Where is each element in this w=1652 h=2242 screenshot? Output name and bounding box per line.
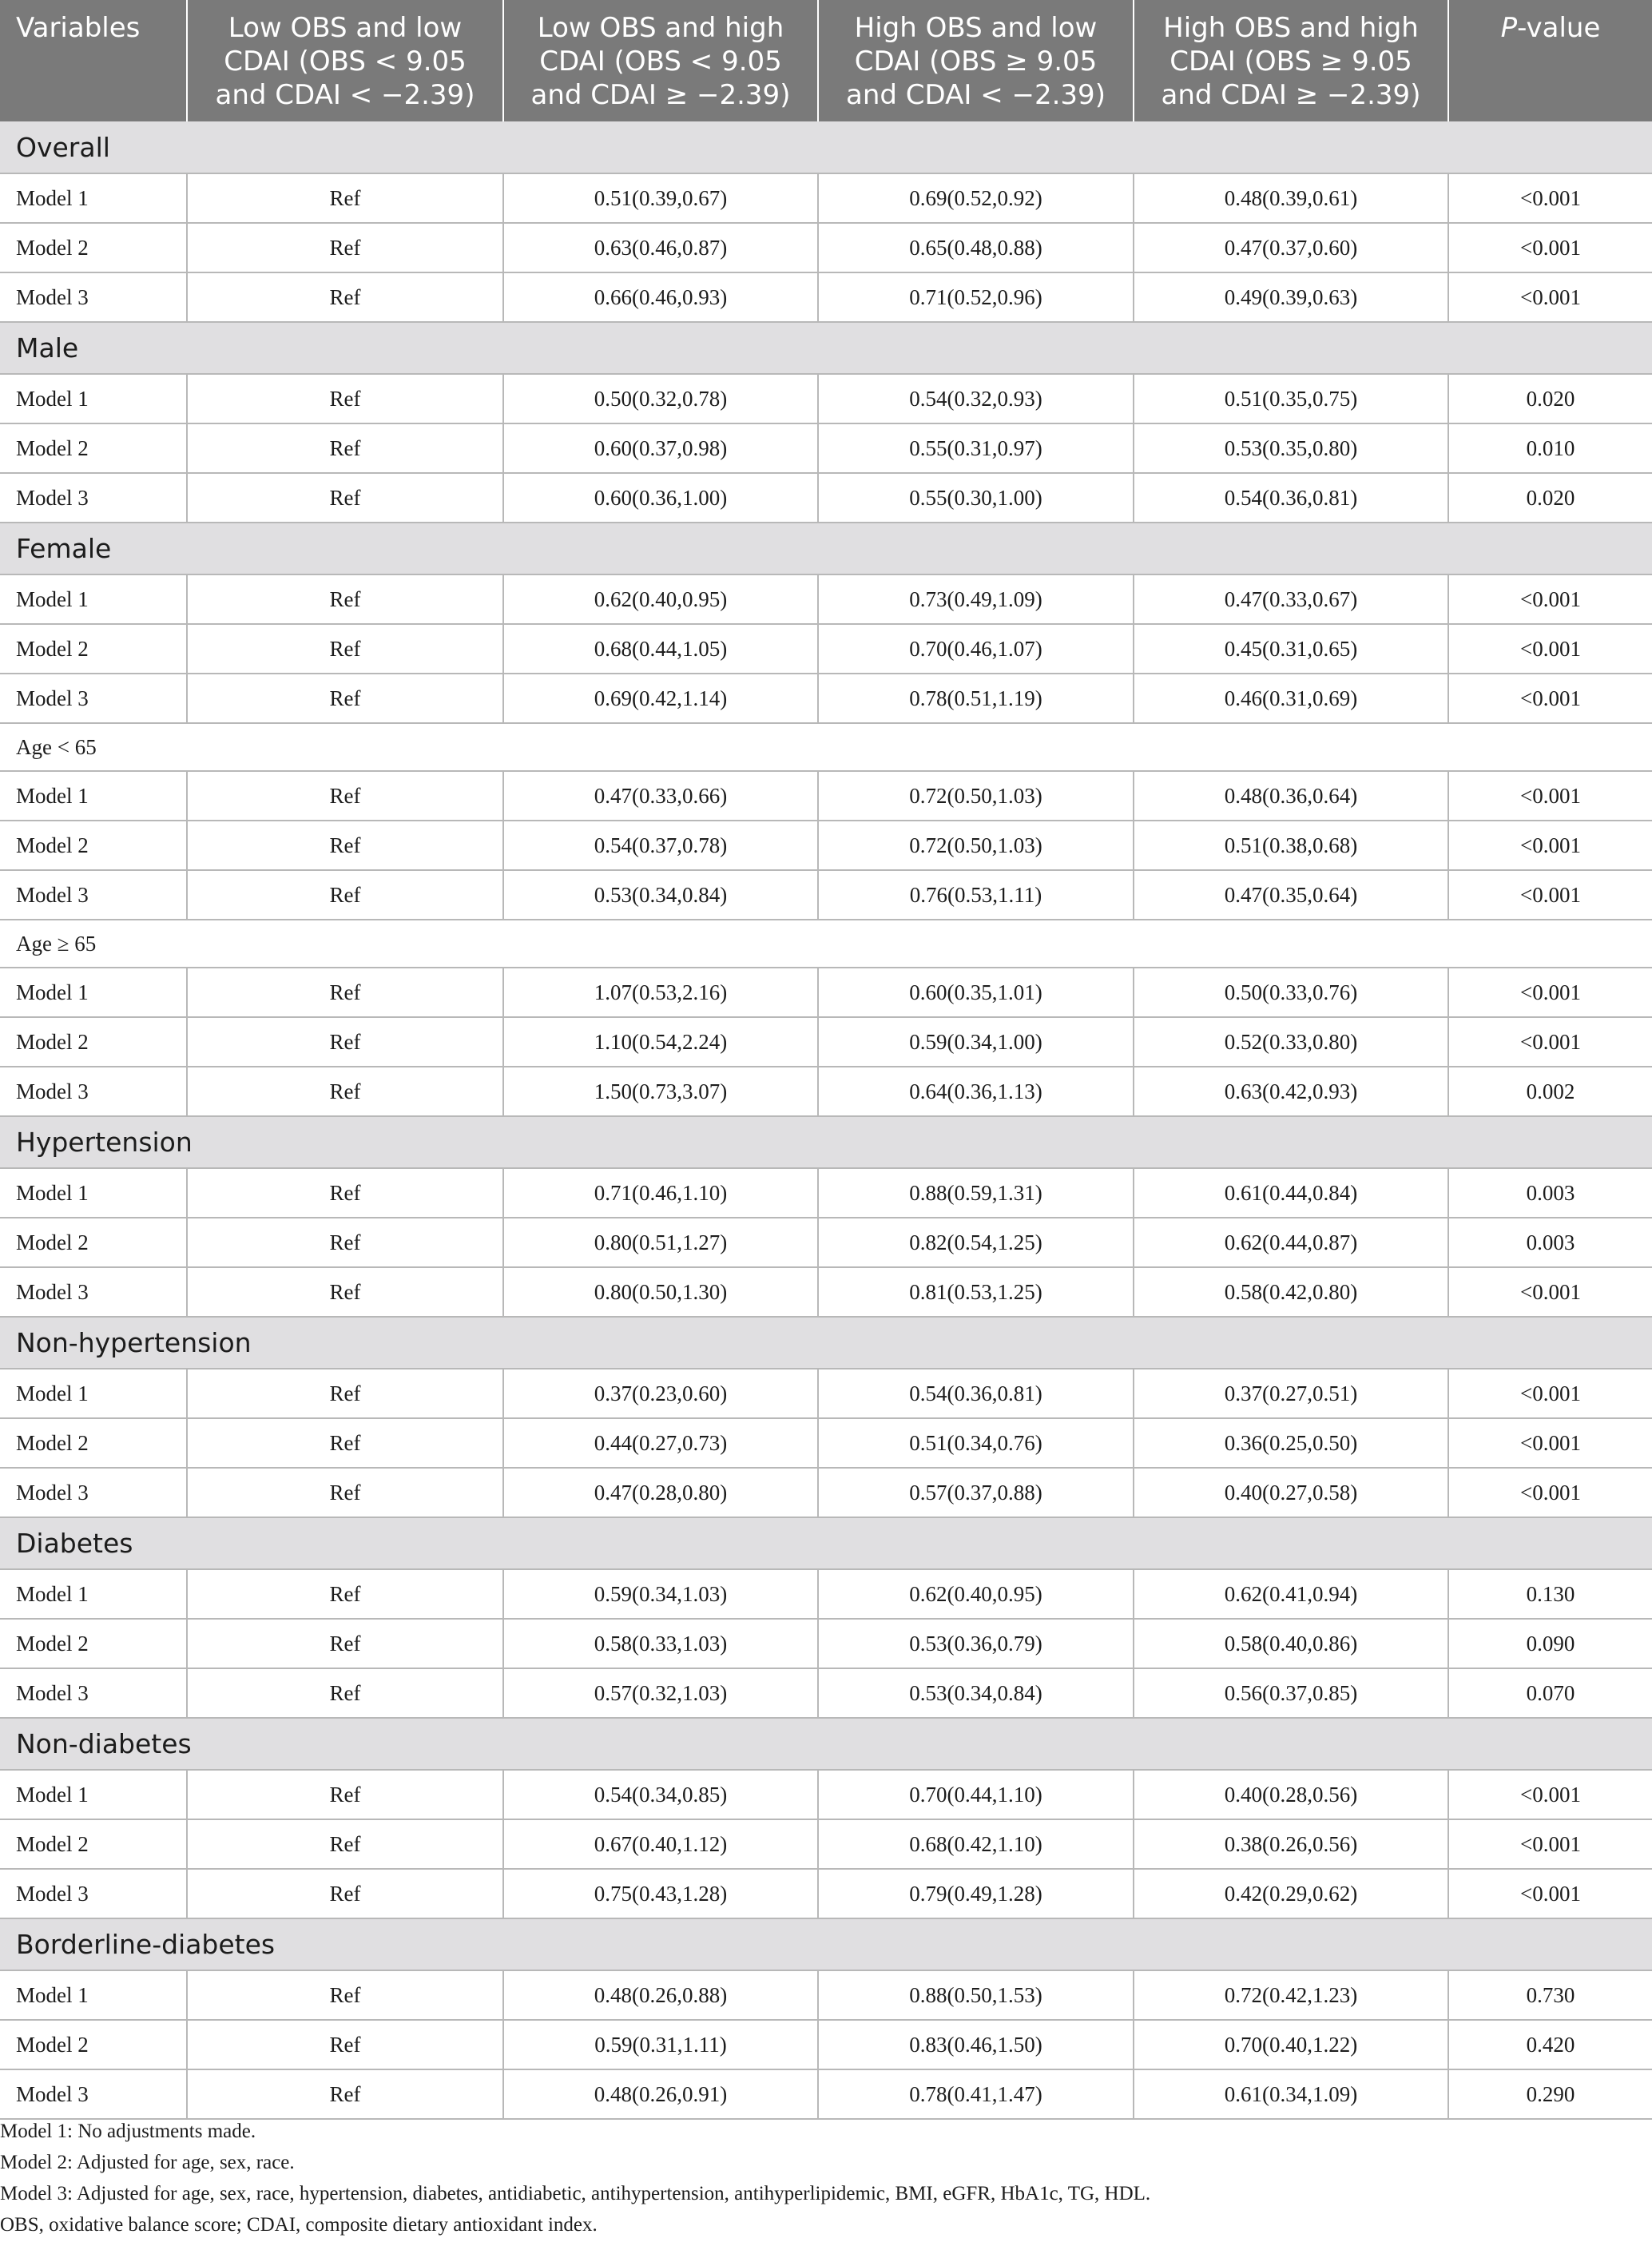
group-header-row xyxy=(0,1517,1652,1569)
p-value-cell: <0.001 xyxy=(1448,1819,1652,1869)
high-obs-high-cdai-cell: 0.52(0.33,0.80) xyxy=(1134,1017,1448,1067)
footnote-model-3: Model 3: Adjusted for age, sex, race, hypertension, diabetes, antidiabetic, antihypertension, antihyperlipidemic, BMI, eGFR, HbA1c, TG, HDL. xyxy=(0,2183,1151,2204)
low-obs-high-cdai-cell: 0.53(0.34,0.84) xyxy=(503,870,818,920)
reference-cell: Ref xyxy=(187,1770,503,1819)
low-obs-high-cdai-cell: 0.58(0.33,1.03) xyxy=(503,1619,818,1668)
reference-cell: Ref xyxy=(187,1168,503,1218)
low-obs-high-cdai-cell: 0.47(0.33,0.66) xyxy=(503,771,818,821)
high-obs-high-cdai-cell: 0.47(0.37,0.60) xyxy=(1134,223,1448,272)
low-obs-high-cdai-cell: 0.47(0.28,0.80) xyxy=(503,1468,818,1517)
high-obs-high-cdai-cell: 0.45(0.31,0.65) xyxy=(1134,624,1448,674)
reference-cell: Ref xyxy=(187,1468,503,1517)
model-cell: Model 1 xyxy=(0,374,187,423)
p-value-cell: 0.420 xyxy=(1448,2020,1652,2069)
reference-cell: Ref xyxy=(187,821,503,870)
table-body xyxy=(0,121,1652,2119)
low-obs-high-cdai-cell: 0.66(0.46,0.93) xyxy=(503,272,818,322)
low-obs-high-cdai-cell: 0.75(0.43,1.28) xyxy=(503,1869,818,1918)
p-value-cell: 0.020 xyxy=(1448,473,1652,523)
model-cell: Model 2 xyxy=(0,1418,187,1468)
high-obs-high-cdai-cell: 0.58(0.42,0.80) xyxy=(1134,1267,1448,1317)
high-obs-low-cdai-cell: 0.55(0.30,1.00) xyxy=(818,473,1134,523)
reference-cell: Ref xyxy=(187,272,503,322)
table-row xyxy=(0,1418,1652,1468)
group-header-row xyxy=(0,1116,1652,1168)
reference-cell: Ref xyxy=(187,624,503,674)
high-obs-low-cdai-cell: 0.54(0.36,0.81) xyxy=(818,1369,1134,1418)
high-obs-low-cdai-cell: 0.57(0.37,0.88) xyxy=(818,1468,1134,1517)
high-obs-high-cdai-cell: 0.48(0.39,0.61) xyxy=(1134,173,1448,223)
model-cell: Model 1 xyxy=(0,1569,187,1619)
model-cell: Model 3 xyxy=(0,674,187,723)
table-row xyxy=(0,1619,1652,1668)
model-cell: Model 1 xyxy=(0,1970,187,2020)
reference-cell: Ref xyxy=(187,423,503,473)
reference-cell: Ref xyxy=(187,223,503,272)
model-cell: Model 1 xyxy=(0,771,187,821)
high-obs-low-cdai-cell: 0.88(0.59,1.31) xyxy=(818,1168,1134,1218)
low-obs-high-cdai-cell: 0.51(0.39,0.67) xyxy=(503,173,818,223)
high-obs-high-cdai-cell: 0.47(0.33,0.67) xyxy=(1134,574,1448,624)
group-label: Age < 65 xyxy=(0,723,1652,771)
high-obs-low-cdai-cell: 0.69(0.52,0.92) xyxy=(818,173,1134,223)
low-obs-high-cdai-cell: 0.57(0.32,1.03) xyxy=(503,1668,818,1718)
high-obs-low-cdai-cell: 0.73(0.49,1.09) xyxy=(818,574,1134,624)
low-obs-high-cdai-cell: 1.10(0.54,2.24) xyxy=(503,1017,818,1067)
high-obs-high-cdai-cell: 0.38(0.26,0.56) xyxy=(1134,1819,1448,1869)
p-value-cell: <0.001 xyxy=(1448,674,1652,723)
model-cell: Model 3 xyxy=(0,1468,187,1517)
p-value-cell: <0.001 xyxy=(1448,223,1652,272)
high-obs-low-cdai-cell: 0.82(0.54,1.25) xyxy=(818,1218,1134,1267)
high-obs-high-cdai-cell: 0.47(0.35,0.64) xyxy=(1134,870,1448,920)
low-obs-high-cdai-cell: 0.60(0.37,0.98) xyxy=(503,423,818,473)
low-obs-high-cdai-cell: 0.37(0.23,0.60) xyxy=(503,1369,818,1418)
high-obs-high-cdai-cell: 0.42(0.29,0.62) xyxy=(1134,1869,1448,1918)
high-obs-high-cdai-cell: 0.40(0.27,0.58) xyxy=(1134,1468,1448,1517)
high-obs-high-cdai-cell: 0.62(0.41,0.94) xyxy=(1134,1569,1448,1619)
table-row xyxy=(0,1017,1652,1067)
low-obs-high-cdai-cell: 0.54(0.37,0.78) xyxy=(503,821,818,870)
reference-cell: Ref xyxy=(187,870,503,920)
group-label: Overall xyxy=(0,121,1652,173)
high-obs-low-cdai-cell: 0.81(0.53,1.25) xyxy=(818,1267,1134,1317)
table-row xyxy=(0,2069,1652,2119)
high-obs-low-cdai-cell: 0.79(0.49,1.28) xyxy=(818,1869,1134,1918)
p-value-cell: <0.001 xyxy=(1448,968,1652,1017)
p-value-cell: 0.020 xyxy=(1448,374,1652,423)
group-label: Non-diabetes xyxy=(0,1718,1652,1770)
high-obs-high-cdai-cell: 0.51(0.38,0.68) xyxy=(1134,821,1448,870)
reference-cell: Ref xyxy=(187,1418,503,1468)
model-cell: Model 2 xyxy=(0,821,187,870)
reference-cell: Ref xyxy=(187,1619,503,1668)
p-value-cell: <0.001 xyxy=(1448,821,1652,870)
high-obs-low-cdai-cell: 0.59(0.34,1.00) xyxy=(818,1017,1134,1067)
table-row xyxy=(0,173,1652,223)
p-value-cell: 0.003 xyxy=(1448,1168,1652,1218)
reference-cell: Ref xyxy=(187,1067,503,1116)
group-header-row xyxy=(0,322,1652,374)
model-cell: Model 3 xyxy=(0,1267,187,1317)
p-value-cell: <0.001 xyxy=(1448,1770,1652,1819)
table-row xyxy=(0,870,1652,920)
footnote-model-1: Model 1: No adjustments made. xyxy=(0,2121,256,2142)
reference-cell: Ref xyxy=(187,1869,503,1918)
low-obs-high-cdai-cell: 0.59(0.34,1.03) xyxy=(503,1569,818,1619)
high-obs-high-cdai-cell: 0.49(0.39,0.63) xyxy=(1134,272,1448,322)
high-obs-high-cdai-cell: 0.58(0.40,0.86) xyxy=(1134,1619,1448,1668)
high-obs-low-cdai-cell: 0.65(0.48,0.88) xyxy=(818,223,1134,272)
reference-cell: Ref xyxy=(187,1267,503,1317)
footnotes xyxy=(0,2116,1652,2240)
high-obs-high-cdai-cell: 0.61(0.44,0.84) xyxy=(1134,1168,1448,1218)
p-value-cell: <0.001 xyxy=(1448,624,1652,674)
reference-cell: Ref xyxy=(187,1017,503,1067)
high-obs-low-cdai-cell: 0.83(0.46,1.50) xyxy=(818,2020,1134,2069)
model-cell: Model 3 xyxy=(0,272,187,322)
low-obs-high-cdai-cell: 0.67(0.40,1.12) xyxy=(503,1819,818,1869)
reference-cell: Ref xyxy=(187,473,503,523)
reference-cell: Ref xyxy=(187,771,503,821)
table-row xyxy=(0,1267,1652,1317)
p-value-cell: <0.001 xyxy=(1448,1468,1652,1517)
high-obs-low-cdai-cell: 0.62(0.40,0.95) xyxy=(818,1569,1134,1619)
table-row xyxy=(0,1468,1652,1517)
header-p-italic: P xyxy=(1500,12,1518,44)
low-obs-high-cdai-cell: 0.71(0.46,1.10) xyxy=(503,1168,818,1218)
p-value-cell: 0.002 xyxy=(1448,1067,1652,1116)
p-value-cell: 0.730 xyxy=(1448,1970,1652,2020)
table-row xyxy=(0,272,1652,322)
p-value-cell: <0.001 xyxy=(1448,173,1652,223)
header-p-suffix: -value xyxy=(1517,12,1601,44)
reference-cell: Ref xyxy=(187,173,503,223)
table-row xyxy=(0,1970,1652,2020)
reference-cell: Ref xyxy=(187,1569,503,1619)
high-obs-high-cdai-cell: 0.46(0.31,0.69) xyxy=(1134,674,1448,723)
table-header xyxy=(0,0,1652,121)
high-obs-high-cdai-cell: 0.56(0.37,0.85) xyxy=(1134,1668,1448,1718)
p-value-cell: 0.290 xyxy=(1448,2069,1652,2119)
model-cell: Model 1 xyxy=(0,1369,187,1418)
group-label: Hypertension xyxy=(0,1116,1652,1168)
model-cell: Model 2 xyxy=(0,2020,187,2069)
model-cell: Model 1 xyxy=(0,1770,187,1819)
model-cell: Model 1 xyxy=(0,574,187,624)
low-obs-high-cdai-cell: 0.54(0.34,0.85) xyxy=(503,1770,818,1819)
high-obs-high-cdai-cell: 0.51(0.35,0.75) xyxy=(1134,374,1448,423)
header-p-value xyxy=(1448,0,1652,121)
low-obs-high-cdai-cell: 0.44(0.27,0.73) xyxy=(503,1418,818,1468)
high-obs-high-cdai-cell: 0.72(0.42,1.23) xyxy=(1134,1970,1448,2020)
high-obs-low-cdai-cell: 0.78(0.51,1.19) xyxy=(818,674,1134,723)
low-obs-high-cdai-cell: 1.50(0.73,3.07) xyxy=(503,1067,818,1116)
model-cell: Model 3 xyxy=(0,2069,187,2119)
model-cell: Model 2 xyxy=(0,624,187,674)
group-header-row xyxy=(0,1718,1652,1770)
footnote-abbreviations: OBS, oxidative balance score; CDAI, composite dietary antioxidant index. xyxy=(0,2214,598,2236)
table-row xyxy=(0,1569,1652,1619)
table-row xyxy=(0,1668,1652,1718)
p-value-cell: <0.001 xyxy=(1448,1369,1652,1418)
model-cell: Model 3 xyxy=(0,1067,187,1116)
p-value-cell: <0.001 xyxy=(1448,272,1652,322)
reference-cell: Ref xyxy=(187,574,503,624)
high-obs-low-cdai-cell: 0.60(0.35,1.01) xyxy=(818,968,1134,1017)
high-obs-high-cdai-cell: 0.36(0.25,0.50) xyxy=(1134,1418,1448,1468)
table-row xyxy=(0,223,1652,272)
low-obs-high-cdai-cell: 0.62(0.40,0.95) xyxy=(503,574,818,624)
high-obs-low-cdai-cell: 0.72(0.50,1.03) xyxy=(818,821,1134,870)
high-obs-low-cdai-cell: 0.53(0.36,0.79) xyxy=(818,1619,1134,1668)
p-value-cell: 0.010 xyxy=(1448,423,1652,473)
table-row xyxy=(0,1218,1652,1267)
high-obs-high-cdai-cell: 0.37(0.27,0.51) xyxy=(1134,1369,1448,1418)
table-row xyxy=(0,624,1652,674)
p-value-cell: <0.001 xyxy=(1448,1267,1652,1317)
high-obs-low-cdai-cell: 0.72(0.50,1.03) xyxy=(818,771,1134,821)
table-row xyxy=(0,574,1652,624)
header-variables: Variables xyxy=(0,0,187,121)
low-obs-high-cdai-cell: 0.63(0.46,0.87) xyxy=(503,223,818,272)
p-value-cell: 0.090 xyxy=(1448,1619,1652,1668)
high-obs-high-cdai-cell: 0.63(0.42,0.93) xyxy=(1134,1067,1448,1116)
model-cell: Model 2 xyxy=(0,1819,187,1869)
reference-cell: Ref xyxy=(187,1218,503,1267)
header-high-obs-low-cdai: High OBS and low CDAI (OBS ≥ 9.05 and CDAI < −2.39) xyxy=(818,0,1134,121)
high-obs-low-cdai-cell: 0.68(0.42,1.10) xyxy=(818,1819,1134,1869)
table-row xyxy=(0,674,1652,723)
table-row xyxy=(0,1819,1652,1869)
table-row xyxy=(0,473,1652,523)
high-obs-low-cdai-cell: 0.51(0.34,0.76) xyxy=(818,1418,1134,1468)
high-obs-low-cdai-cell: 0.76(0.53,1.11) xyxy=(818,870,1134,920)
high-obs-low-cdai-cell: 0.70(0.46,1.07) xyxy=(818,624,1134,674)
model-cell: Model 2 xyxy=(0,423,187,473)
footnote-model-2: Model 2: Adjusted for age, sex, race. xyxy=(0,2152,295,2173)
group-label: Borderline-diabetes xyxy=(0,1918,1652,1970)
high-obs-high-cdai-cell: 0.61(0.34,1.09) xyxy=(1134,2069,1448,2119)
p-value-cell: <0.001 xyxy=(1448,870,1652,920)
group-label: Male xyxy=(0,322,1652,374)
p-value-cell: 0.130 xyxy=(1448,1569,1652,1619)
table-row xyxy=(0,821,1652,870)
model-cell: Model 1 xyxy=(0,173,187,223)
high-obs-low-cdai-cell: 0.88(0.50,1.53) xyxy=(818,1970,1134,2020)
high-obs-high-cdai-cell: 0.53(0.35,0.80) xyxy=(1134,423,1448,473)
high-obs-low-cdai-cell: 0.71(0.52,0.96) xyxy=(818,272,1134,322)
high-obs-high-cdai-cell: 0.62(0.44,0.87) xyxy=(1134,1218,1448,1267)
model-cell: Model 2 xyxy=(0,1218,187,1267)
low-obs-high-cdai-cell: 0.50(0.32,0.78) xyxy=(503,374,818,423)
table-row xyxy=(0,1168,1652,1218)
model-cell: Model 2 xyxy=(0,223,187,272)
group-label: Diabetes xyxy=(0,1517,1652,1569)
group-label: Female xyxy=(0,523,1652,574)
group-label: Age ≥ 65 xyxy=(0,920,1652,968)
reference-cell: Ref xyxy=(187,374,503,423)
high-obs-low-cdai-cell: 0.64(0.36,1.13) xyxy=(818,1067,1134,1116)
header-high-obs-high-cdai: High OBS and high CDAI (OBS ≥ 9.05 and CDAI ≥ −2.39) xyxy=(1134,0,1448,121)
model-cell: Model 3 xyxy=(0,870,187,920)
header-low-obs-low-cdai: Low OBS and low CDAI (OBS < 9.05 and CDAI < −2.39) xyxy=(187,0,503,121)
model-cell: Model 2 xyxy=(0,1017,187,1067)
low-obs-high-cdai-cell: 0.48(0.26,0.88) xyxy=(503,1970,818,2020)
p-value-cell: 0.070 xyxy=(1448,1668,1652,1718)
low-obs-high-cdai-cell: 0.60(0.36,1.00) xyxy=(503,473,818,523)
model-cell: Model 3 xyxy=(0,1869,187,1918)
model-cell: Model 1 xyxy=(0,1168,187,1218)
group-label: Non-hypertension xyxy=(0,1317,1652,1369)
high-obs-high-cdai-cell: 0.40(0.28,0.56) xyxy=(1134,1770,1448,1819)
high-obs-low-cdai-cell: 0.78(0.41,1.47) xyxy=(818,2069,1134,2119)
p-value-cell: <0.001 xyxy=(1448,1869,1652,1918)
p-value-cell: 0.003 xyxy=(1448,1218,1652,1267)
p-value-cell: <0.001 xyxy=(1448,574,1652,624)
group-header-row xyxy=(0,523,1652,574)
high-obs-high-cdai-cell: 0.48(0.36,0.64) xyxy=(1134,771,1448,821)
table-row xyxy=(0,423,1652,473)
high-obs-high-cdai-cell: 0.50(0.33,0.76) xyxy=(1134,968,1448,1017)
low-obs-high-cdai-cell: 0.68(0.44,1.05) xyxy=(503,624,818,674)
table-row xyxy=(0,1369,1652,1418)
high-obs-low-cdai-cell: 0.54(0.32,0.93) xyxy=(818,374,1134,423)
table-row xyxy=(0,374,1652,423)
low-obs-high-cdai-cell: 1.07(0.53,2.16) xyxy=(503,968,818,1017)
p-value-cell: <0.001 xyxy=(1448,1017,1652,1067)
high-obs-low-cdai-cell: 0.53(0.34,0.84) xyxy=(818,1668,1134,1718)
reference-cell: Ref xyxy=(187,674,503,723)
group-header-row xyxy=(0,1918,1652,1970)
model-cell: Model 2 xyxy=(0,1619,187,1668)
group-header-row xyxy=(0,1317,1652,1369)
low-obs-high-cdai-cell: 0.80(0.50,1.30) xyxy=(503,1267,818,1317)
table-row xyxy=(0,968,1652,1017)
low-obs-high-cdai-cell: 0.59(0.31,1.11) xyxy=(503,2020,818,2069)
high-obs-high-cdai-cell: 0.70(0.40,1.22) xyxy=(1134,2020,1448,2069)
table-row xyxy=(0,1067,1652,1116)
low-obs-high-cdai-cell: 0.48(0.26,0.91) xyxy=(503,2069,818,2119)
reference-cell: Ref xyxy=(187,1970,503,2020)
high-obs-high-cdai-cell: 0.54(0.36,0.81) xyxy=(1134,473,1448,523)
reference-cell: Ref xyxy=(187,2020,503,2069)
reference-cell: Ref xyxy=(187,1668,503,1718)
model-cell: Model 1 xyxy=(0,968,187,1017)
reference-cell: Ref xyxy=(187,2069,503,2119)
high-obs-low-cdai-cell: 0.55(0.31,0.97) xyxy=(818,423,1134,473)
group-header-row xyxy=(0,723,1652,771)
reference-cell: Ref xyxy=(187,968,503,1017)
table-row xyxy=(0,2020,1652,2069)
group-header-row xyxy=(0,920,1652,968)
p-value-cell: <0.001 xyxy=(1448,771,1652,821)
high-obs-low-cdai-cell: 0.70(0.44,1.10) xyxy=(818,1770,1134,1819)
low-obs-high-cdai-cell: 0.69(0.42,1.14) xyxy=(503,674,818,723)
table-row xyxy=(0,1869,1652,1918)
low-obs-high-cdai-cell: 0.80(0.51,1.27) xyxy=(503,1218,818,1267)
p-value-cell: <0.001 xyxy=(1448,1418,1652,1468)
model-cell: Model 3 xyxy=(0,473,187,523)
reference-cell: Ref xyxy=(187,1369,503,1418)
header-low-obs-high-cdai: Low OBS and high CDAI (OBS < 9.05 and CDAI ≥ −2.39) xyxy=(503,0,818,121)
table-row xyxy=(0,771,1652,821)
group-header-row xyxy=(0,121,1652,173)
reference-cell: Ref xyxy=(187,1819,503,1869)
table-row xyxy=(0,1770,1652,1819)
model-cell: Model 3 xyxy=(0,1668,187,1718)
